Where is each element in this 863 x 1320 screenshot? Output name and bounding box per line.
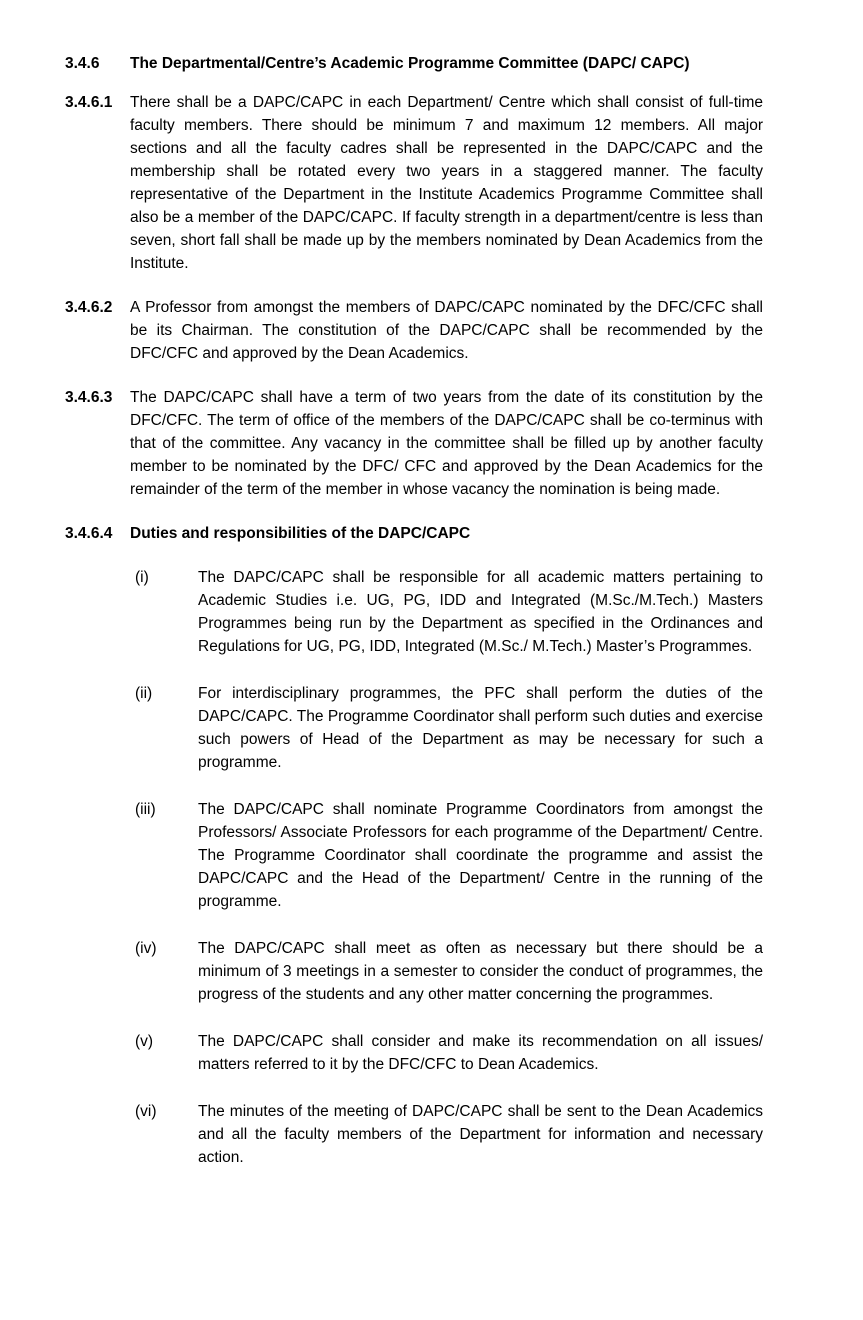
duty-text: The minutes of the meeting of DAPC/CAPC shall be sent to the Dean Academics and all the faculty members of the Department for information and necessary action. xyxy=(198,1103,763,1166)
section-heading: The Departmental/Centre’s Academic Programme Committee (DAPC/ CAPC) xyxy=(130,55,690,72)
duty-item-ii xyxy=(135,682,763,774)
section-number: 3.4.6.3 xyxy=(65,389,113,406)
duty-text: The DAPC/CAPC shall nominate Programme Coordinators from amongst the Professors/ Associate Professors for each programme of the Department/ Centre. The Programme Coordinator shall coordinate the programme and assist the DAPC/CAPC and the Head of the Department/ Centre in the running of the programme. xyxy=(198,801,763,910)
section-number: 3.4.6.1 xyxy=(65,94,113,111)
duty-text: The DAPC/CAPC shall be responsible for all academic matters pertaining to Academic Studies i.e. UG, PG, IDD and Integrated (M.Sc./M.Tech.) Masters Programmes being run by the Department as specified in the Ordinances and Regulations for UG, PG, IDD, Integrated (M.Sc./ M.Tech.) Master’s Programmes. xyxy=(198,569,763,655)
section-number: 3.4.6.4 xyxy=(65,525,113,542)
section-3-4-6-2 xyxy=(65,296,763,365)
section-text: The DAPC/CAPC shall have a term of two years from the date of its constitution by the DFC/CFC. The term of office of the members of the DAPC/CAPC shall be co-terminus with that of the committee. Any vacancy in the committee shall be filled up by another faculty member to be nominated by the DFC/ CFC and approved by the Dean Academics for the remainder of the term of the member in whose vacancy the nomination is being made. xyxy=(130,389,763,498)
duty-text: The DAPC/CAPC shall consider and make its recommendation on all issues/ matters referred to it by the DFC/CFC to Dean Academics. xyxy=(198,1033,763,1073)
section-number: 3.4.6.2 xyxy=(65,299,113,316)
duty-item-i xyxy=(135,566,763,658)
section-3-4-6-1 xyxy=(65,91,763,275)
section-3-4-6-4 xyxy=(65,522,763,545)
duty-item-vi xyxy=(135,1100,763,1169)
duty-label: (iv) xyxy=(135,940,157,957)
section-3-4-6-3 xyxy=(65,386,763,501)
duty-item-iii xyxy=(135,798,763,913)
duty-label: (i) xyxy=(135,569,149,586)
section-text: There shall be a DAPC/CAPC in each Department/ Centre which shall consist of full-time faculty members. There should be minimum 7 and maximum 12 members. All major sections and all the faculty cadres shall be represented in the DAPC/CAPC and the membership shall be rotated every two years in a staggered manner. The faculty representative of the Department in the Institute Academics Programme Committee shall also be a member of the DAPC/CAPC. If faculty strength in a department/centre is less than seven, short fall shall be made up by the members nominated by Dean Academics from the Institute. xyxy=(130,94,763,272)
duty-label: (iii) xyxy=(135,801,156,818)
section-number: 3.4.6 xyxy=(65,55,100,72)
duty-item-iv xyxy=(135,937,763,1006)
duty-label: (ii) xyxy=(135,685,153,702)
section-text: A Professor from amongst the members of DAPC/CAPC nominated by the DFC/CFC shall be its Chairman. The constitution of the DAPC/CAPC shall be recommended by the DFC/CFC and approved by the Dean Academics. xyxy=(130,299,763,362)
section-3-4-6 xyxy=(65,52,763,75)
section-heading: Duties and responsibilities of the DAPC/CAPC xyxy=(130,525,471,542)
duty-text: For interdisciplinary programmes, the PFC shall perform the duties of the DAPC/CAPC. The Programme Coordinator shall perform such duties and exercise such powers of Head of the Department as may be necessary for such a programme. xyxy=(198,685,763,771)
duty-label: (vi) xyxy=(135,1103,157,1120)
duty-item-v xyxy=(135,1030,763,1076)
duty-text: The DAPC/CAPC shall meet as often as necessary but there should be a minimum of 3 meetings in a semester to consider the conduct of programmes, the progress of the students and any other matter concerning the programmes. xyxy=(198,940,763,1003)
duties-list xyxy=(65,566,763,1169)
duty-label: (v) xyxy=(135,1033,154,1050)
